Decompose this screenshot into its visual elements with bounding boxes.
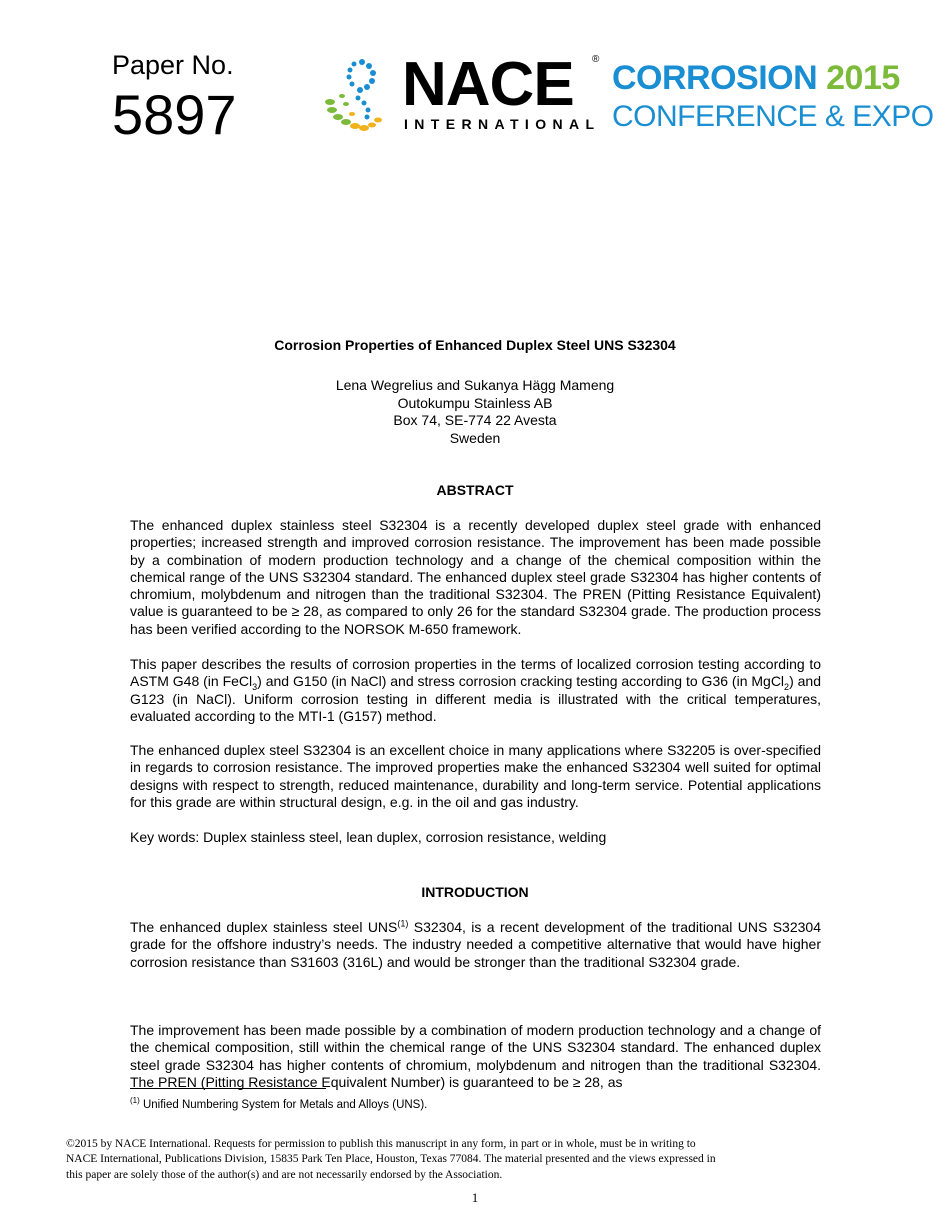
registered-mark: ® — [592, 54, 600, 65]
introduction-paragraph-2: The improvement has been made possible by a combination of modern production technology and a change of the chemical composition, still within the chemical range of the UNS S32304 standard. The enhanced duplex steel grade S32304 has higher contents of chromium, molybdenum and nitrogen than the traditional S32304. The PREN (Pitting Resistance Equivalent Number) is guaranteed to be ≥ 28, as — [130, 1022, 821, 1090]
footnote: $^{(1)}$ Unified Numbering System for Metals and Alloys (UNS). — [130, 1096, 428, 1111]
copyright-notice: ©2015 by NACE International. Requests for permission to publish this manuscript in any form, in part or in whole, must be in writing to NACE International, Publications Division, 15835 Park Ten Place, Houston, Texas 77084. The material presented and the views expressed in this paper are solely those of the author(s) and are not necessarily endorsed by the Association. — [66, 1138, 716, 1181]
abstract-paragraph-3: The enhanced duplex steel S32304 is an excellent choice in many applications where S32205 is over-specified in regards to corrosion resistance. The improved properties make the enhanced S32304 well suited for optimal designs with respect to strength, reduced maintenance, durability and long-term service. Potential applications for this grade are within structural design, e.g. in the oil and gas industry. — [130, 742, 821, 810]
paper-title: Corrosion Properties of Enhanced Duplex Steel UNS S32304 — [274, 337, 676, 353]
nace-swirl-icon — [322, 56, 390, 136]
footnote-divider — [130, 1088, 326, 1089]
introduction-heading: INTRODUCTION — [421, 884, 529, 900]
conference-name: CORROSION — [612, 59, 818, 97]
author-address: Box 74, SE-774 22 Avesta — [393, 412, 557, 428]
nace-international-subtitle: INTERNATIONAL — [404, 116, 601, 132]
paper-number-label: Paper No. — [112, 50, 234, 80]
paper-number: 5897 — [112, 83, 237, 146]
author-block — [0, 377, 950, 447]
nace-wordmark: NACE — [402, 50, 574, 119]
footnote-ref: (1) — [397, 918, 409, 929]
abstract-paragraph-1: The enhanced duplex stainless steel S32304 is a recently developed duplex steel grade with enhanced properties; increased strength and improved corrosion resistance. The improvement has been made possible by a combination of modern production technology and a change of the chemical composition within the chemical range of the UNS S32304 standard. The enhanced duplex steel grade S32304 has higher contents of chromium, molybdenum and nitrogen than the traditional S32304. The PREN (Pitting Resistance Equivalent) value is guaranteed to be ≥ 28, as compared to only 26 for the standard S32304 grade. The production process has been verified according to the NORSOK M-650 framework. — [130, 517, 821, 637]
author-country: Sweden — [449, 429, 501, 446]
nace-corrosion-logo — [322, 50, 934, 142]
introduction-paragraph-1: The enhanced duplex stainless steel UNS$^{(1)}$ S32304, is a recent development of the traditional UNS S32304 grade for the offshore industry’s needs. The industry needed a competitive alternative that would have higher corrosion resistance than S31603 (316L) and would be stronger than the traditional S32304 grade. — [130, 918, 821, 970]
abstract-heading: ABSTRACT — [436, 482, 514, 498]
author-affiliation: Outokumpu Stainless AB — [397, 394, 553, 411]
page-number: 1 — [471, 1190, 479, 1205]
abstract-paragraph-2: This paper describes the results of corrosion properties in the terms of localized corrosion testing according to ASTM G48 (in FeCl$_3$) and G150 (in NaCl) and stress corrosion cracking testing according to G36 (in MgCl$_2$) and G123 (in NaCl). Uniform corrosion testing in different media is illustrated with the critical temperatures, evaluated according to the MTI-1 (G157) method. — [130, 656, 821, 724]
conference-title — [612, 60, 900, 96]
keywords: Key words: Duplex stainless steel, lean duplex, corrosion resistance, welding — [130, 829, 607, 845]
conference-subtitle: CONFERENCE & EXPO — [612, 100, 934, 133]
author-names: Lena Wegrelius and Sukanya Hägg Mameng — [335, 377, 615, 393]
conference-year: 2015 — [826, 59, 900, 97]
